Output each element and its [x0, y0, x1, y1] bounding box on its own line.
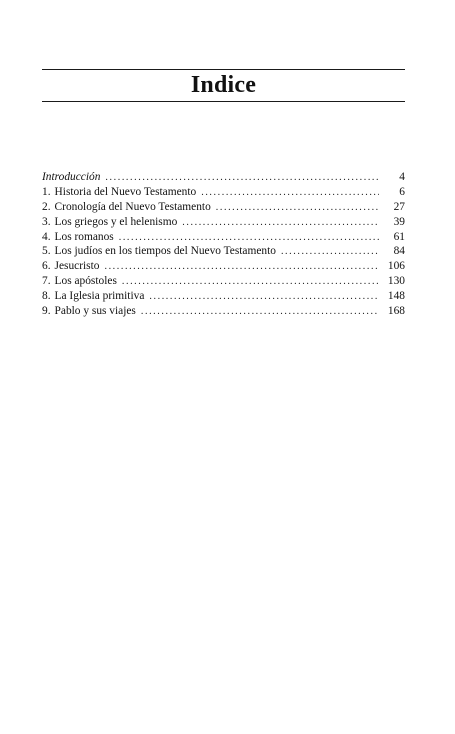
toc-entry-page: 39 [393, 215, 405, 228]
toc-entry-number: 2. [42, 200, 51, 213]
toc-entry-number: 5. [42, 245, 51, 258]
title-bottom-rule [42, 101, 405, 102]
toc-entry-label: Historia del Nuevo Testamento [54, 185, 197, 198]
toc-entry-number: 9. [42, 305, 51, 318]
toc-entry-number: 7. [42, 275, 51, 288]
toc-entry-label: Introducción [42, 171, 101, 183]
toc-leader-dots [104, 260, 379, 275]
toc-leader-dots [122, 275, 379, 290]
toc-entry-page: 27 [393, 200, 405, 213]
toc-entry-chapter-6[interactable] [42, 259, 405, 274]
toc-entry-number: 4. [42, 230, 51, 243]
toc-entry-label: Los romanos [54, 230, 114, 243]
toc-entry-page: 84 [393, 245, 405, 258]
toc-leader-dots [201, 186, 379, 201]
toc-entry-number: 8. [42, 290, 51, 303]
toc-entry-label: Jesucristo [54, 260, 100, 273]
toc-entry-page: 6 [399, 185, 405, 198]
toc-leader-dots [216, 201, 379, 216]
toc-entry-label: Pablo y sus viajes [54, 305, 136, 318]
toc-leader-dots [149, 290, 379, 305]
toc-entry-chapter-3[interactable] [42, 215, 405, 230]
toc-entry-chapter-2[interactable] [42, 200, 405, 215]
toc-entry-label: Los griegos y el helenismo [54, 215, 178, 228]
toc-entry-number: 6. [42, 260, 51, 273]
toc-entry-chapter-5[interactable] [42, 244, 405, 259]
toc-entry-label: Cronología del Nuevo Testamento [54, 200, 211, 213]
toc-entry-chapter-8[interactable] [42, 289, 405, 304]
toc-entry-page: 106 [387, 260, 405, 273]
toc-entry-page: 168 [387, 305, 405, 318]
toc-entry-page: 4 [399, 171, 405, 183]
toc-entry-number: 1. [42, 185, 51, 198]
toc-leader-dots [182, 216, 379, 231]
toc-leader-dots [141, 305, 379, 320]
toc-leader-dots [281, 245, 379, 260]
toc-entry-chapter-1[interactable] [42, 185, 405, 200]
toc-entry-page: 130 [387, 275, 405, 288]
toc-entry-label: La Iglesia primitiva [54, 290, 145, 303]
toc-entry-page: 61 [393, 230, 405, 243]
page-title: Indice [190, 72, 257, 98]
toc-leader-dots [119, 231, 379, 246]
toc-entry-number: 3. [42, 215, 51, 228]
toc-entry-chapter-7[interactable] [42, 274, 405, 289]
toc-entry-label: Los apóstoles [54, 275, 117, 288]
toc-entry-label: Los judíos en los tiempos del Nuevo Testamento [54, 245, 276, 258]
table-of-contents [42, 170, 405, 319]
toc-entry-chapter-4[interactable] [42, 230, 405, 245]
toc-leader-dots [105, 171, 379, 186]
toc-entry-page: 148 [387, 290, 405, 303]
toc-entry-chapter-9[interactable] [42, 304, 405, 319]
toc-entry-introduccion[interactable] [42, 170, 405, 185]
